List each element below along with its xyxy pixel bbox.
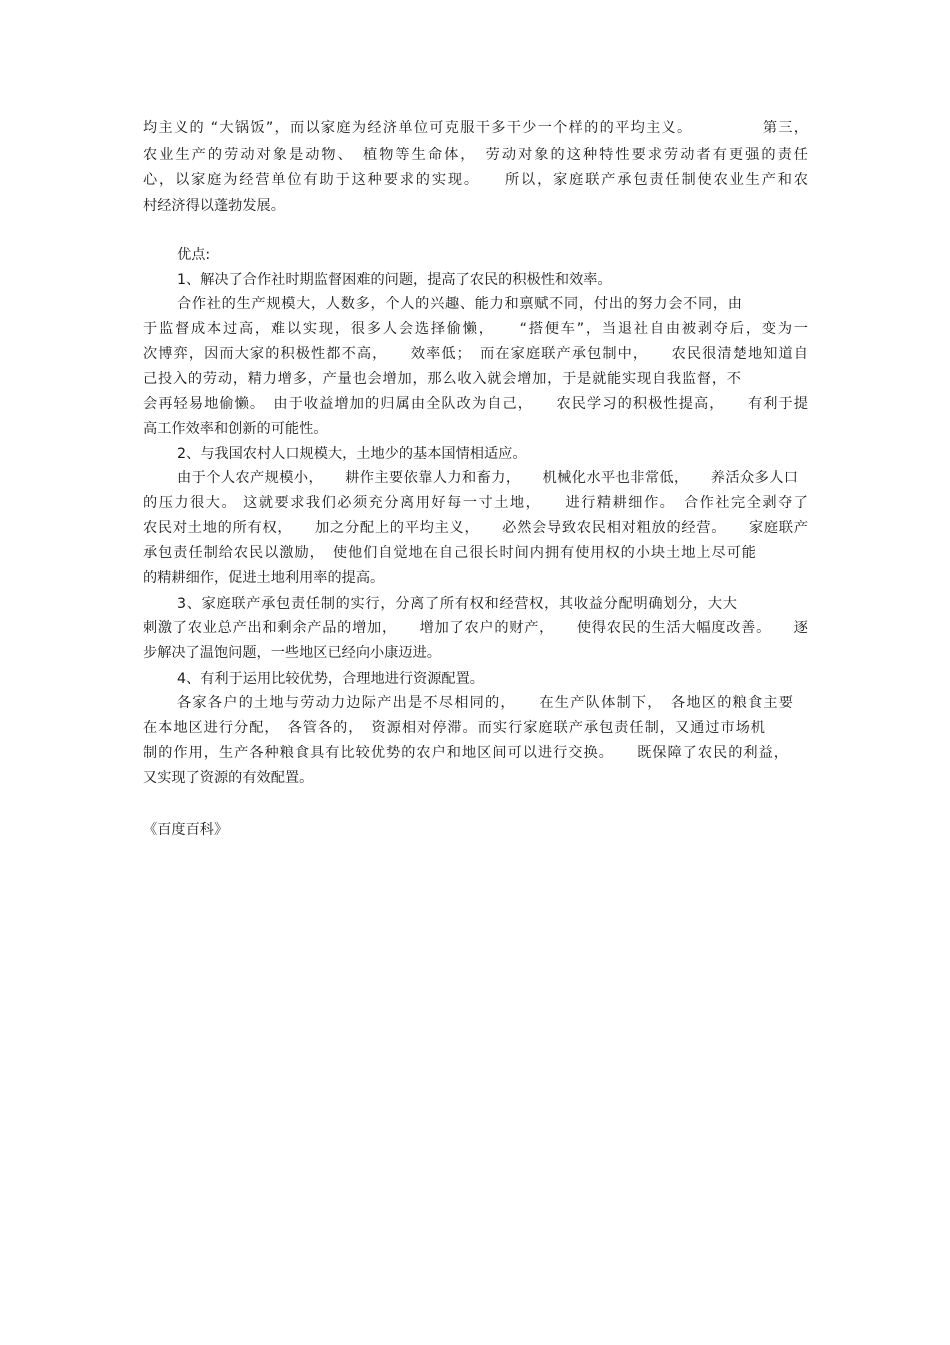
section-heading: 优点: — [177, 247, 211, 263]
text-line: 各家各户的土地与劳动力边际产出是不尽相同的， 在生产队体制下， 各地区的粮食主要 — [177, 695, 793, 711]
text-line: 合作社的生产规模大，人数多，个人的兴趣、能力和禀赋不同，付出的努力会不同，由 — [177, 296, 742, 312]
point-heading-3: 3、家庭联产承包责任制的实行，分离了所有权和经营权，其收益分配明确划分，大大 — [177, 596, 737, 612]
text-line: 农业生产的劳动对象是动物、 植物等生命体， 劳动对象的这种特性要求劳动者有更强的责任 — [143, 147, 808, 163]
text-line: 己投入的劳动，精力增多，产量也会增加，那么收入就会增加，于是就能实现自我监督，不 — [143, 371, 741, 387]
text-line: 又实现了资源的有效配置。 — [143, 770, 314, 786]
text-line: 由于个人农产规模小， 耕作主要依靠人力和畜力， 机械化水平也非常低， 养活众多人口 — [177, 470, 798, 486]
text-line: 农民对土地的所有权， 加之分配上的平均主义， 必然会导致农民相对粗放的经营。 家庭联产 — [143, 520, 808, 536]
text-line: 承包责任制给农民以激励， 使他们自觉地在自己很长时间内拥有使用权的小块土地上尽可能 — [143, 545, 756, 561]
text-line: 制的作用，生产各种粮食具有比较优势的农户和地区间可以进行交换。 既保障了农民的利益， — [143, 745, 788, 761]
text-line: 次博弈，因而大家的积极性都不高， 效率低； 而在家庭联产承包制中， 农民很清楚地知道自 — [143, 346, 808, 362]
text-line: 心，以家庭为经营单位有助于这种要求的实现。 所以，家庭联产承包责任制使农业生产和农 — [143, 172, 808, 188]
text-line: 高工作效率和创新的可能性。 — [143, 421, 328, 437]
text-line: 于监督成本过高，难以实现，很多人会选择偷懒， “搭便车”，当退社自由被剥夺后，变为一 — [143, 321, 808, 337]
point-heading-2: 2、与我国农村人口规模大，土地少的基本国情相适应。 — [177, 446, 527, 462]
text-line: 刺激了农业总产出和剩余产品的增加， 增加了农户的财产， 使得农民的生活大幅度改善。 逐 — [143, 620, 808, 636]
text-line: 的精耕细作，促进土地利用率的提高。 — [143, 570, 385, 586]
source-citation: 《百度百科》 — [143, 822, 229, 838]
point-heading-4: 4、有利于运用比较优势，合理地进行资源配置。 — [177, 671, 484, 687]
point-heading-1: 1、解决了合作社时期监督困难的问题，提高了农民的积极性和效率。 — [177, 272, 612, 288]
text-line: 步解决了温饱问题，一些地区已经向小康迈进。 — [143, 645, 441, 661]
text-line: 在本地区进行分配， 各管各的， 资源相对停滞。而实行家庭联产承包责任制，又通过市场机 — [143, 720, 765, 736]
text-line: 均主义的 “大锅饭”，而以家庭为经济单位可克服干多干少一个样的的平均主义。 第三， — [143, 120, 808, 136]
text-line: 的压力很大。 这就要求我们必须充分离用好每一寸土地， 进行精耕细作。 合作社完全剥夺了 — [143, 495, 808, 511]
text-line: 村经济得以蓬勃发展。 — [143, 198, 285, 214]
text-line: 会再轻易地偷懒。 由于收益增加的归属由全队改为自己， 农民学习的积极性提高， 有利于提 — [143, 396, 808, 412]
